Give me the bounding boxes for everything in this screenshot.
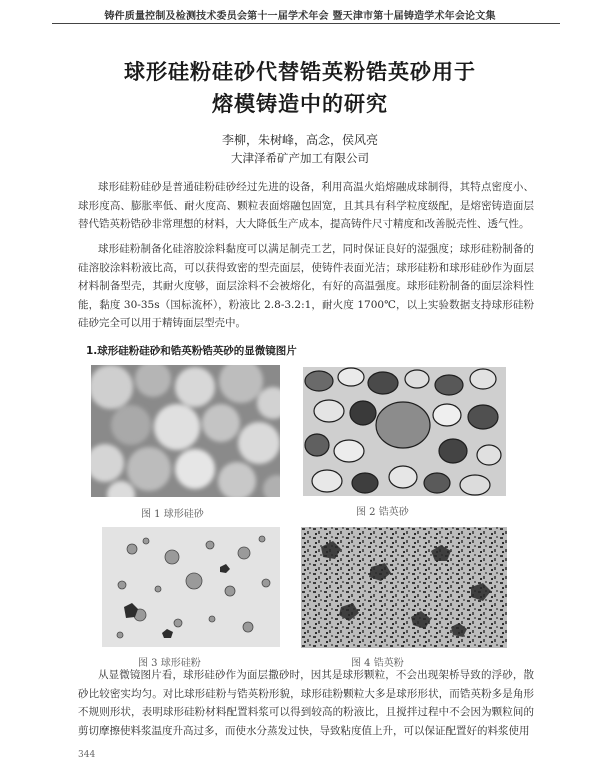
paper-title-line-2: 熔模铸造中的研究 (212, 92, 388, 116)
section-heading: 1.球形硅粉硅砂和锆英粉锆英砂的显微镜图片 (86, 345, 297, 357)
figure-1-spherical-silica-sand (91, 365, 280, 497)
figure-3-caption: 图 3 球形硅粉 (138, 658, 201, 669)
figure-4-caption: 图 4 锆英粉 (351, 658, 404, 669)
page-number: 344 (78, 750, 96, 760)
figure-3-spherical-silica-powder (102, 527, 280, 647)
header-rule (52, 23, 560, 24)
abstract-paragraph-2: 球形硅粉制备化硅溶胶涂料黏度可以满足制壳工艺，同时保证良好的湿强度；球形硅粉制备的硅溶胶涂料粉液比高，可以获得致密的型壳面层，使铸件表面光洁；球形硅粉和球形硅砂作为面层材料制备型壳，其耐火度够，面层涂料不会被熔化，有好的高温强度。球形硅粉制备的面层涂料性能，黏度 30-35s（国标流杯），粉液比 2.8-3.2:1，耐火度 1700℃，以上实验数据支持球形硅粉硅砂完全可以用于精铸面层型壳中。 (78, 243, 534, 329)
affiliation: 大津泽希矿产加工有限公司 (231, 151, 369, 165)
figure-1-caption: 图 1 球形硅砂 (141, 509, 204, 520)
paper-title-line-1: 球形硅粉硅砂代替锆英粉锆英砂用于 (124, 60, 476, 84)
figure-2-zircon-sand (303, 367, 506, 496)
running-header: 铸件质量控制及检测技术委员会第十一届学术年会 暨天津市第十届铸造学术年会论文集 (104, 11, 496, 22)
figure-4-zircon-powder (301, 527, 507, 648)
body-paragraph-3: 从显微镜图片看，球形硅砂作为面层撒砂时，因其是球形颗粒，不会出现架桥导致的浮砂，散砂比较密实均匀。对比球形硅粉与锆英粉形貌，球形硅粉颗粒大多是球形形状，而锆英粉多是角形不规则形状，表明球形硅粉材料配置料浆可以得到较高的粉液比，且搅拌过程中不会因为颗粒间的剪切摩擦使料浆温度升高过多，而使水分蒸发过快，导致粘度值上升，可以保证配置好的料浆使用 (78, 669, 534, 737)
authors: 李柳，朱树峰，高念，侯风亮 (221, 133, 378, 147)
abstract-paragraph-1: 球形硅粉硅砂是普通硅粉硅砂经过先进的设备，利用高温火焰熔融成球制得，其特点密度小、球形度高、膨胀率低、耐火度高、颗粒表面熔融包固宽，且其具有科学粒度级配，是熔密铸造面层替代锆英粉锆砂非常理想的材料，大大降低生产成本，提高铸件尺寸精度和改善脱壳性、透气性。 (78, 181, 534, 230)
figure-2-caption: 图 2 锆英砂 (356, 507, 409, 518)
